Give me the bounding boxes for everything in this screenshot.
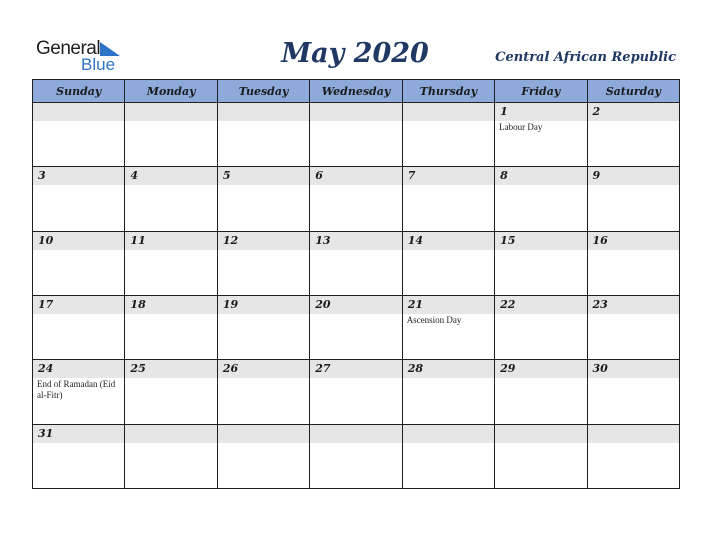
day-cell-content <box>218 296 309 359</box>
day-cell-content <box>403 425 494 488</box>
day-cell-content <box>33 425 124 488</box>
week-row <box>33 295 680 359</box>
day-cell <box>495 424 587 488</box>
day-number-band <box>495 425 586 443</box>
day-cell-content <box>495 167 586 230</box>
day-number-band <box>588 296 679 314</box>
day-number-band <box>403 167 494 185</box>
logo-blue-text: Blue <box>81 55 116 74</box>
day-number: 30 <box>592 362 608 376</box>
day-cell <box>587 360 679 424</box>
day-number: 5 <box>222 169 231 183</box>
day-cell-content <box>218 232 309 295</box>
day-number: 17 <box>38 297 54 311</box>
day-number-band <box>403 360 494 378</box>
day-cell-content <box>588 232 679 295</box>
day-number-band <box>403 425 494 443</box>
day-number-band <box>310 167 401 185</box>
day-cell-content <box>495 425 586 488</box>
calendar-grid <box>32 79 680 489</box>
day-cell-content <box>403 360 494 423</box>
day-cell-content <box>33 232 124 295</box>
day-cell <box>33 295 125 359</box>
day-number: 23 <box>592 297 608 311</box>
day-number-band <box>125 232 216 250</box>
day-number: 10 <box>38 233 54 247</box>
day-cell <box>310 231 402 295</box>
holiday-label: Ascension Day <box>406 314 462 325</box>
day-cell-content <box>403 232 494 295</box>
day-cell-content <box>310 103 401 166</box>
weekday-friday: Friday <box>495 80 587 103</box>
day-cell <box>310 360 402 424</box>
day-cell-content <box>495 103 586 166</box>
weekday-header-row <box>33 80 680 103</box>
day-number: 6 <box>315 169 323 183</box>
day-number-band <box>310 103 401 121</box>
day-cell-content <box>310 232 401 295</box>
day-number-band <box>310 232 401 250</box>
day-cell-content <box>588 360 679 423</box>
day-cell-content <box>310 425 401 488</box>
day-cell <box>217 424 309 488</box>
day-number: 18 <box>130 297 146 311</box>
day-cell <box>402 167 494 231</box>
day-number-band <box>403 232 494 250</box>
day-cell <box>495 167 587 231</box>
day-number: 28 <box>407 362 423 376</box>
day-number-band <box>310 425 401 443</box>
weekday-saturday: Saturday <box>587 80 679 103</box>
day-number-band <box>218 232 309 250</box>
weekday-tuesday: Tuesday <box>217 80 309 103</box>
day-number-band <box>218 167 309 185</box>
week-row <box>33 167 680 231</box>
day-number-band <box>218 425 309 443</box>
day-number: 21 <box>407 297 423 311</box>
day-cell-content <box>33 103 124 166</box>
day-cell-content <box>495 232 586 295</box>
day-number: 2 <box>592 105 601 118</box>
weekday-monday: Monday <box>125 80 217 103</box>
calendar-body <box>33 103 680 489</box>
day-cell-content <box>588 103 679 166</box>
day-number-band <box>588 360 679 378</box>
day-cell <box>495 231 587 295</box>
day-number: 12 <box>222 233 239 247</box>
day-cell-content <box>218 360 309 423</box>
weekday-sunday: Sunday <box>33 80 125 103</box>
day-cell-content <box>218 103 309 166</box>
day-cell <box>587 424 679 488</box>
day-cell <box>125 167 217 231</box>
day-number-band <box>495 232 586 250</box>
day-number: 4 <box>130 169 139 183</box>
day-number-band <box>125 296 216 314</box>
day-cell-content <box>33 360 124 423</box>
day-cell <box>402 360 494 424</box>
day-number: 22 <box>500 297 516 311</box>
day-cell <box>310 103 402 167</box>
day-cell-content <box>495 296 586 359</box>
day-number-band <box>125 167 216 185</box>
day-cell <box>310 424 402 488</box>
day-cell-content <box>218 425 309 488</box>
day-cell <box>402 295 494 359</box>
day-number: 20 <box>315 297 331 311</box>
week-row <box>33 103 680 167</box>
day-number: 13 <box>315 233 331 247</box>
week-row <box>33 360 680 424</box>
day-cell <box>402 231 494 295</box>
day-cell <box>217 103 309 167</box>
day-number: 31 <box>38 426 54 440</box>
day-cell <box>217 231 309 295</box>
day-number: 14 <box>407 233 423 247</box>
day-cell-content <box>495 360 586 423</box>
day-cell <box>402 103 494 167</box>
day-number-band <box>495 103 586 121</box>
day-number-band <box>218 103 309 121</box>
week-row <box>33 424 680 488</box>
day-number: 7 <box>407 169 416 183</box>
day-cell <box>33 231 125 295</box>
day-cell <box>125 424 217 488</box>
day-number: 29 <box>500 362 516 376</box>
day-number-band <box>310 360 401 378</box>
day-cell-content <box>33 296 124 359</box>
day-number-band <box>588 425 679 443</box>
week-row <box>33 231 680 295</box>
day-number-band <box>403 296 494 314</box>
day-number: 27 <box>315 362 331 376</box>
day-number-band <box>495 167 586 185</box>
day-cell-content <box>125 232 216 295</box>
day-number: 19 <box>222 297 239 311</box>
day-number-band <box>495 296 586 314</box>
day-cell <box>587 295 679 359</box>
day-cell-content <box>588 296 679 359</box>
day-cell <box>587 103 679 167</box>
weekday-wednesday: Wednesday <box>310 80 402 103</box>
day-number-band <box>310 296 401 314</box>
day-cell <box>495 103 587 167</box>
day-number-band <box>33 296 124 314</box>
day-cell <box>402 424 494 488</box>
day-cell <box>125 295 217 359</box>
day-cell <box>310 167 402 231</box>
day-cell-content <box>125 296 216 359</box>
day-number-band <box>495 360 586 378</box>
day-number-band <box>588 232 679 250</box>
day-number: 15 <box>500 233 516 247</box>
day-cell-content <box>588 425 679 488</box>
day-cell <box>217 360 309 424</box>
day-cell <box>33 424 125 488</box>
day-number: 24 <box>38 362 54 376</box>
day-cell-content <box>310 360 401 423</box>
day-cell <box>217 295 309 359</box>
day-cell-content <box>310 167 401 230</box>
generalblue-logo <box>36 38 136 74</box>
day-cell <box>125 360 217 424</box>
day-cell-content <box>125 360 216 423</box>
logo-flag-icon <box>100 42 120 56</box>
day-number-band <box>218 296 309 314</box>
day-number: 26 <box>222 362 239 376</box>
day-number: 16 <box>592 233 608 247</box>
day-number-band <box>218 360 309 378</box>
day-cell-content <box>218 167 309 230</box>
country-name: Central African Republic <box>495 50 676 65</box>
day-cell <box>587 231 679 295</box>
day-cell-content <box>125 425 216 488</box>
holiday-label: End of Ramadan (Eid al-Fitr) <box>37 379 116 401</box>
day-cell <box>217 167 309 231</box>
day-number-band <box>33 425 124 443</box>
day-number: 8 <box>500 169 508 183</box>
day-cell <box>33 360 125 424</box>
day-cell-content <box>403 103 494 166</box>
logo-general-text: General <box>36 38 101 59</box>
day-number-band <box>33 360 124 378</box>
day-cell <box>587 167 679 231</box>
day-cell <box>310 295 402 359</box>
day-number: 1 <box>500 105 508 118</box>
day-number-band <box>33 232 124 250</box>
day-cell-content <box>33 167 124 230</box>
weekday-thursday: Thursday <box>402 80 494 103</box>
day-cell <box>495 360 587 424</box>
holiday-label: Labour Day <box>499 122 543 132</box>
day-number: 9 <box>592 169 601 183</box>
day-number-band <box>588 167 679 185</box>
day-cell-content <box>125 167 216 230</box>
day-number-band <box>125 103 216 121</box>
day-cell <box>33 103 125 167</box>
day-cell <box>33 167 125 231</box>
day-cell <box>125 231 217 295</box>
day-cell <box>495 295 587 359</box>
day-cell-content <box>403 167 494 230</box>
day-number-band <box>125 360 216 378</box>
day-number-band <box>33 103 124 121</box>
day-number-band <box>403 103 494 121</box>
day-cell-content <box>125 103 216 166</box>
day-number-band <box>588 103 679 121</box>
day-cell-content <box>310 296 401 359</box>
day-cell-content <box>403 296 494 359</box>
day-number: 25 <box>130 362 146 376</box>
day-number: 3 <box>38 169 46 183</box>
day-cell-content <box>588 167 679 230</box>
day-number-band <box>33 167 124 185</box>
day-cell <box>125 103 217 167</box>
day-number: 11 <box>130 233 146 247</box>
day-number-band <box>125 425 216 443</box>
calendar-title: May 2020 <box>281 38 429 69</box>
